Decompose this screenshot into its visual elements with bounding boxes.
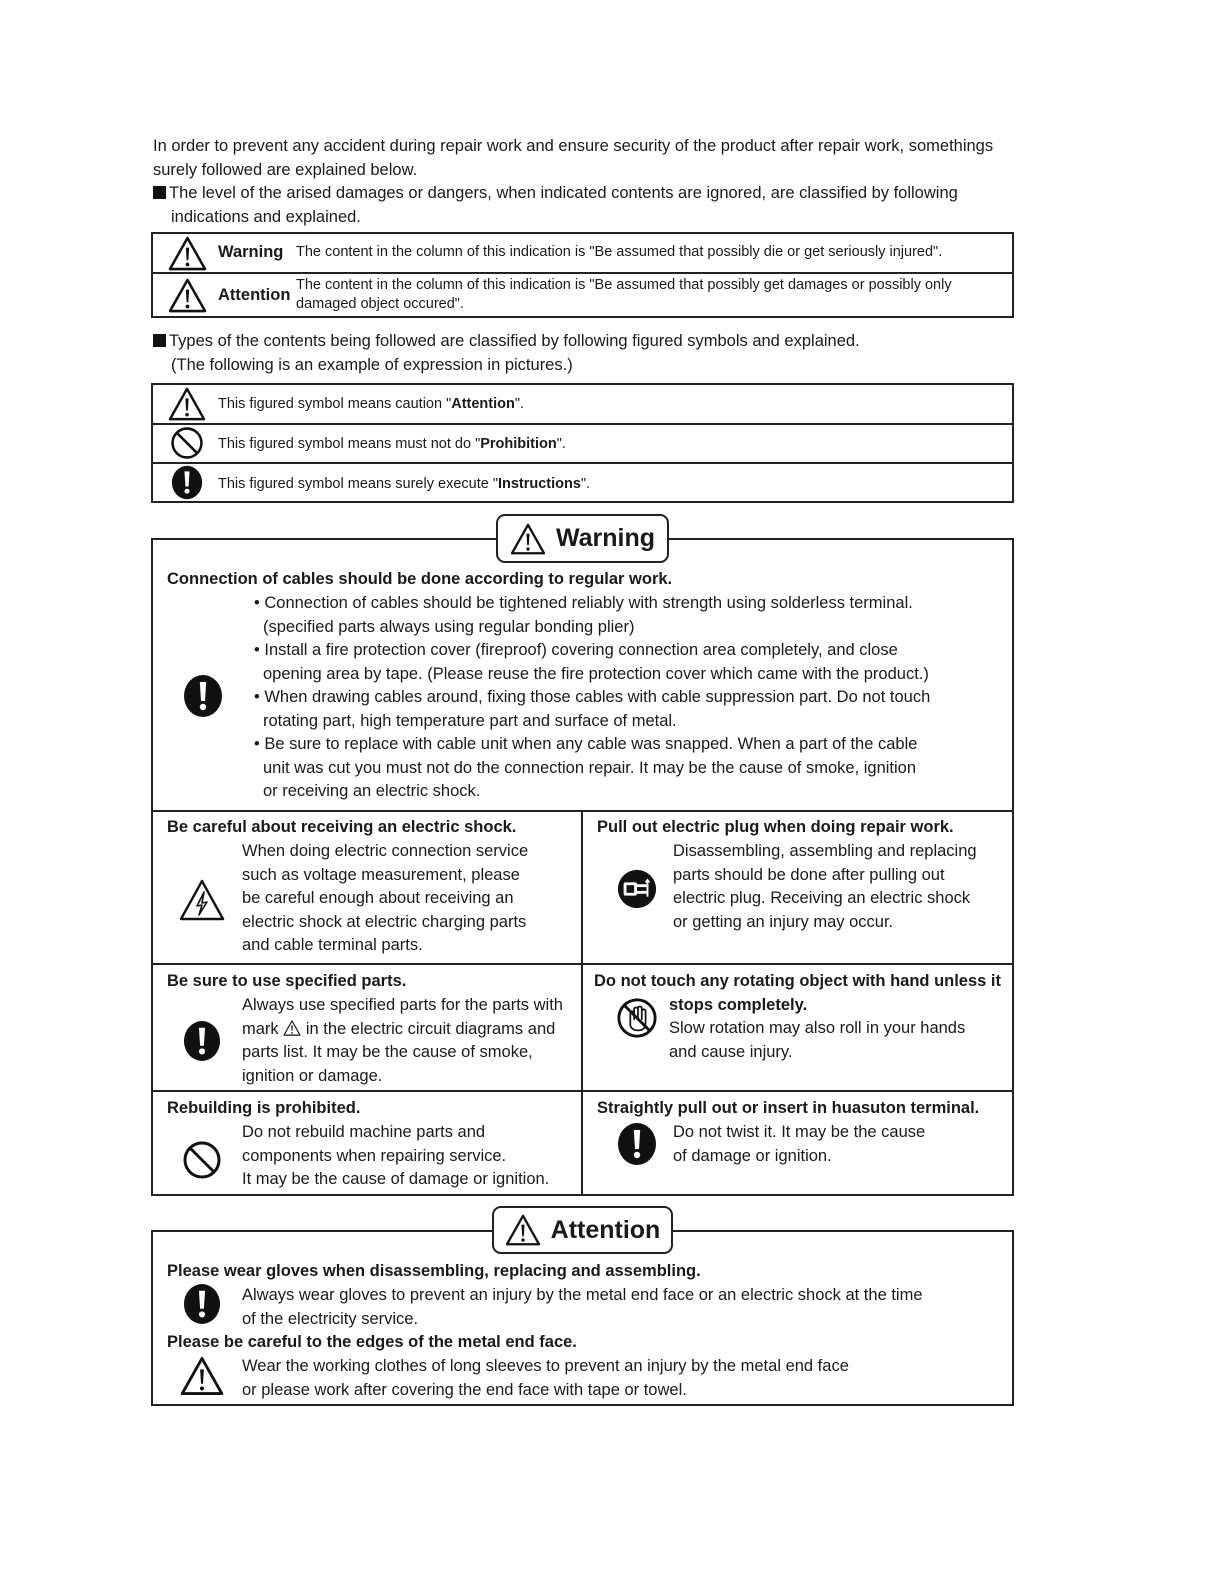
caution-icon (168, 387, 206, 421)
shock-text: When doing electric connection service such as voltage measurement, please be careful enough about receiving an electric shock at electric charging parts and cable terminal parts. (242, 842, 529, 954)
shock-title: Be careful about receiving an electric shock. (167, 818, 517, 836)
unplug-icon (616, 868, 658, 910)
caution-icon (180, 1356, 224, 1396)
gloves-text: Always wear gloves to prevent an injury by the metal end face or an electric shock at the time of the electricity service. (242, 1286, 923, 1328)
electric-shock-icon (179, 879, 225, 921)
symbol-legend-instruction: This figured symbol means surely execute "Instructions". (218, 476, 591, 492)
plug-text: Disassembling, assembling and replacing parts should be done after pulling out electric plug. Receiving an electric shock or getting an injury may occur. (673, 842, 977, 931)
square-bullet-icon (153, 186, 166, 199)
cables-text: • Connection of cables should be tightened reliably with strength using solderless terminal. (specified parts always using regular bonding plier) • Install a fire protection cover (fireproof) covering connection area completely, and close opening area by tape. (Please reuse the fire protection cover which came with the product.) • When drawing cables around, fixing those cables with cable suppression part. Do not touch rotating part, high temperature part and surface of metal. • Be sure to replace with cable unit when any cable was snapped. When a part of the cable unit was cut you must not do the connection repair. It may be the cause of smoke, ignition or receiving an electric shock. (254, 594, 931, 800)
instruction-icon (183, 1020, 221, 1062)
terminal-text: Do not twist it. It may be the cause of damage or ignition. (673, 1123, 926, 1165)
rotating-text: Slow rotation may also roll in your hands and cause injury. (669, 1019, 966, 1061)
parts-text: Always use specified parts for the parts with mark in the electric circuit diagrams and parts list. It may be the cause of smoke, ignition or damage. (242, 996, 563, 1085)
no-touch-hand-icon (616, 997, 658, 1039)
symbol-legend-prohibition: This figured symbol means must not do "Prohibition". (218, 436, 566, 452)
cables-title: Connection of cables should be done according to regular work. (167, 570, 673, 588)
warning-badge: Warning (496, 514, 669, 563)
level-warning-label: Warning (218, 243, 284, 261)
symbol-legend-caution: This figured symbol means caution "Attention". (218, 396, 525, 412)
rotating-title-line2: stops completely. (669, 996, 808, 1014)
edges-title: Please be careful to the edges of the metal end face. (167, 1333, 577, 1351)
gloves-title: Please wear gloves when disassembling, replacing and assembling. (167, 1262, 701, 1280)
square-bullet-icon (153, 334, 166, 347)
caution-icon (510, 523, 546, 555)
parts-title: Be sure to use specified parts. (167, 972, 407, 990)
instruction-icon (617, 1122, 657, 1166)
plug-title: Pull out electric plug when doing repair work. (597, 818, 954, 836)
rebuild-text: Do not rebuild machine parts and components when repairing service. It may be the cause of damage or ignition. (242, 1123, 550, 1188)
edges-text: Wear the working clothes of long sleeves to prevent an injury by the metal end face or please work after covering the end face with tape or towel. (242, 1357, 849, 1399)
attention-badge: Attention (492, 1206, 673, 1254)
terminal-title: Straightly pull out or insert in huasuton terminal. (597, 1099, 980, 1117)
prohibition-icon (170, 426, 204, 460)
instruction-icon (171, 465, 203, 500)
level-warning-text: The content in the column of this indication is "Be assumed that possibly die or get seriously injured". (296, 244, 943, 260)
instruction-icon (183, 674, 223, 718)
intro-paragraph: In order to prevent any accident during repair work and ensure security of the product after repair work, somethings surely followed are explained below. The level of the arised damages or dangers, when indicated contents are ignored, are classified by following indications and explained. (153, 137, 994, 226)
level-attention-label: Attention (218, 286, 291, 304)
caution-icon (168, 278, 207, 313)
caution-icon (168, 236, 207, 271)
rebuild-title: Rebuilding is prohibited. (167, 1099, 361, 1117)
prohibition-icon (182, 1140, 222, 1180)
instruction-icon (183, 1283, 221, 1325)
caution-mark-icon (283, 1020, 301, 1036)
caution-icon (505, 1214, 541, 1246)
rotating-title-line1: Do not touch any rotating object with hand unless it (594, 972, 1001, 990)
level-attention-text: The content in the column of this indication is "Be assumed that possibly get damages or possibly only damaged object occured". (296, 277, 952, 312)
types-intro: Types of the contents being followed are classified by following figured symbols and explained. (The following is an example of expression in pictures.) (153, 330, 860, 377)
